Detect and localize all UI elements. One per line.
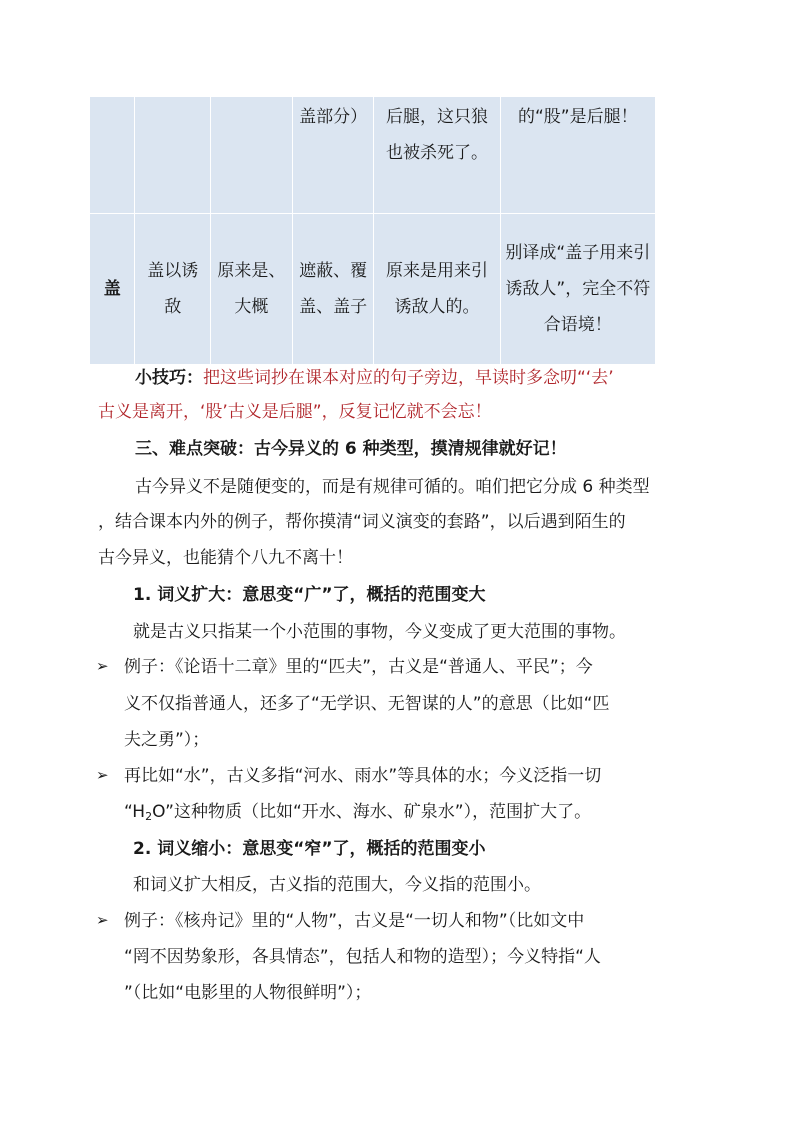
bullet-arrow-icon: ➢: [96, 911, 109, 929]
formula-prefix: “H: [124, 802, 146, 822]
example-line: 再比如“水”，古义多指“河水、雨水”等具体的水；今义泛指一切: [124, 766, 602, 786]
tip-label: 小技巧：: [135, 368, 203, 388]
bullet-arrow-icon: ➢: [96, 766, 109, 784]
tip-line-1: [135, 366, 614, 390]
table-cell-translation: 原来是用来引诱敌人的。: [374, 214, 500, 365]
table-cell-sentence: 盖以诱敌: [135, 214, 211, 365]
example-line: 夫之勇”）；: [124, 730, 210, 750]
table-row: [90, 97, 656, 214]
paragraph-line: 古今异义，也能猜个八九不离十！: [98, 548, 353, 568]
bullet-arrow-icon: ➢: [96, 657, 109, 675]
formula-suffix: O”这种物质（比如“开水、海水、矿泉水”），范围扩大了。: [152, 802, 592, 822]
example-line: “罔不因势象形，各具情态”，包括人和物的造型）；今义特指“人: [124, 947, 601, 967]
table-cell-mistake: 的“股”是后腿！: [500, 97, 655, 214]
table-cell-modern: 遮蔽、覆盖、盖子: [292, 214, 374, 365]
table-cell-ancient: 原来是、大概: [211, 214, 293, 365]
table-row: [90, 214, 656, 365]
section-heading: 三、难点突破：古今异义的 6 种类型，摸清规律就好记！: [135, 439, 567, 459]
paragraph-line: 就是古义只指某一个小范围的事物，今义变成了更大范围的事物。: [133, 622, 626, 642]
example-line: 例子：《核舟记》里的“人物”，古义是“一切人和物”（比如文中: [124, 911, 585, 931]
formula-subscript: 2: [145, 810, 153, 823]
table-cell-word: 盖: [90, 214, 135, 365]
paragraph-line: 和词义扩大相反，古义指的范围大，今义指的范围小。: [133, 875, 541, 895]
example-line: ”（比如“电影里的人物很鲜明”）；: [124, 983, 372, 1003]
table-cell-mistake: 别译成“盖子用来引诱敌人”，完全不符合语境！: [500, 214, 655, 365]
tip-text: 把这些词抄在课本对应的句子旁边，早读时多念叨“‘去’: [203, 368, 614, 388]
table-cell-modern: 盖部分）: [292, 97, 374, 214]
example-line: [124, 800, 591, 829]
ancient-modern-meaning-table: [89, 96, 656, 365]
paragraph-line: 古今异义不是随便变的，而是有规律可循的。咱们把它分成 6 种类型: [135, 477, 650, 497]
table-cell-sentence: [135, 97, 211, 214]
table-cell-word: [90, 97, 135, 214]
tip-line-2: 古义是离开，‘股’古义是后腿”，反复记忆就不会忘！: [98, 402, 492, 422]
example-line: 例子：《论语十二章》里的“匹夫”，古义是“普通人、平民”；今: [124, 657, 593, 677]
subsection-heading: 1. 词义扩大：意思变“广”了，概括的范围变大: [133, 585, 486, 605]
paragraph-line: ，结合课本内外的例子，帮你摸清“词义演变的套路”，以后遇到陌生的: [98, 512, 626, 532]
table-cell-ancient: [211, 97, 293, 214]
example-line: 义不仅指普通人，还多了“无学识、无智谋的人”的意思（比如“匹: [124, 694, 610, 714]
table-cell-translation: 后腿，这只狼也被杀死了。: [374, 97, 500, 214]
subsection-heading: 2. 词义缩小：意思变“窄”了，概括的范围变小: [133, 839, 486, 859]
